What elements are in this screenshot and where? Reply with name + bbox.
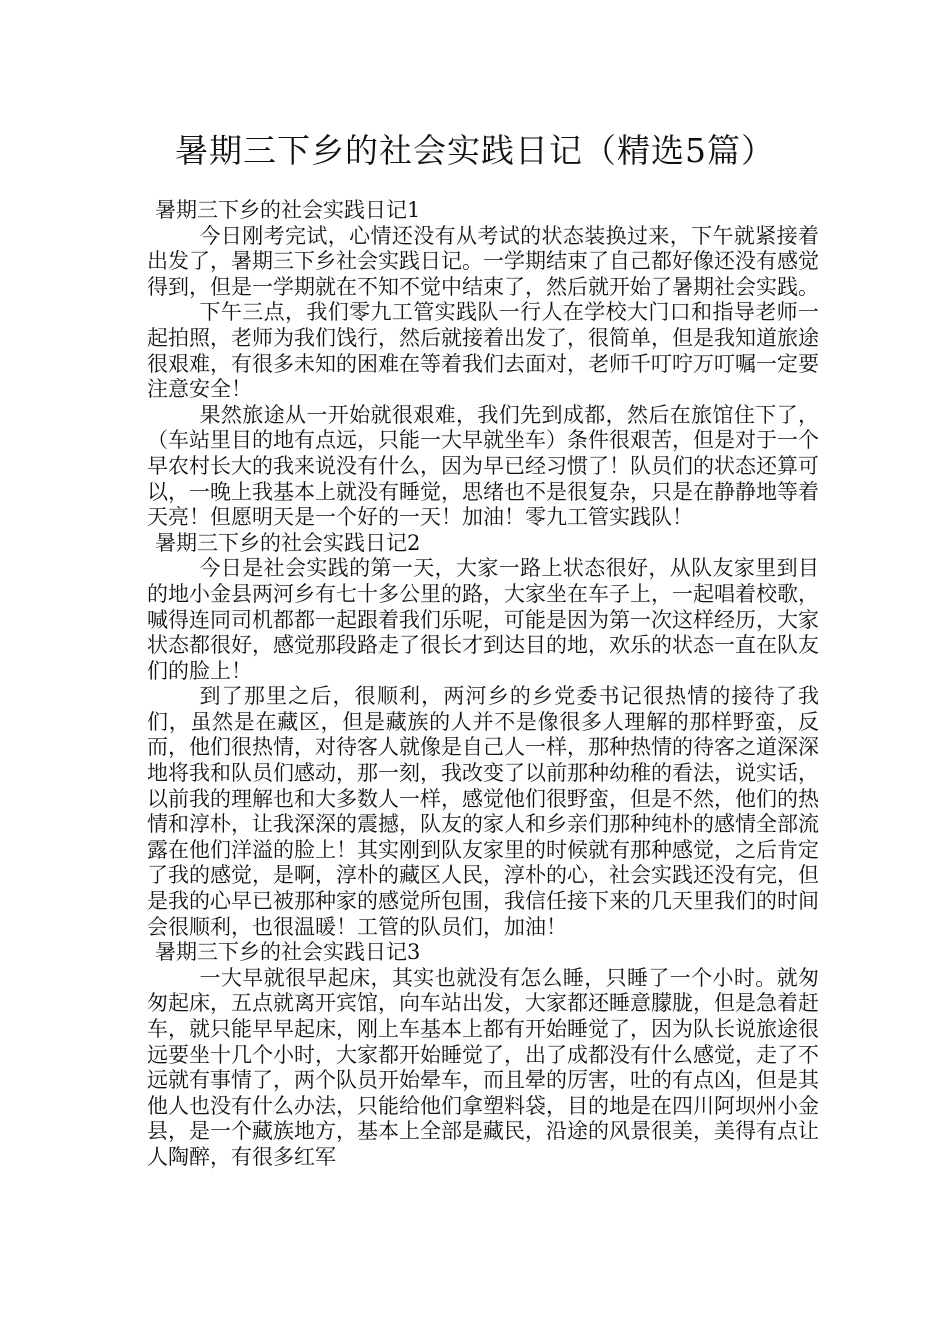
section-heading-3: 暑期三下乡的社会实践日记3	[155, 940, 421, 965]
paragraph: 果然旅途从一开始就很艰难，我们先到成都，然后在旅馆住下了，（车站里目的地有点远，只能一大早就坐车）条件很艰苦，但是对于一个早农村长大的我来说没有什么，因为早已经习惯了！队员们的状态还算可以，一晚上我基本上就没有睡觉，思绪也不是很复杂，只是在静静地等着天亮！但愿明天是一个好的一天！加油！零九工管实践队！	[147, 402, 819, 530]
section-heading-2: 暑期三下乡的社会实践日记2	[155, 530, 421, 555]
document-title: 暑期三下乡的社会实践日记（精选5篇）	[175, 131, 775, 170]
paragraph: 下午三点，我们零九工管实践队一行人在学校大门口和指导老师一起拍照，老师为我们饯行，然后就接着出发了，很简单，但是我知道旅途很艰难，有很多未知的困难在等着我们去面对，老师千叮咛万叮嘱一定要注意安全！	[147, 300, 819, 402]
paragraph: 今日刚考完试，心情还没有从考试的状态装换过来，下午就紧接着出发了，暑期三下乡社会实践日记。一学期结束了自己都好像还没有感觉得到，但是一学期就在不知不觉中结束了，然后就开始了暑期社会实践。	[147, 223, 819, 299]
paragraph: 到了那里之后，很顺利，两河乡的乡党委书记很热情的接待了我们，虽然是在藏区，但是藏族的人并不是像很多人理解的那样野蛮，反而，他们很热情，对待客人就像是自己人一样，那种热情的待客之道深深地将我和队员们感动，那一刻，我改变了以前那种幼稚的看法，说实话，以前我的理解也和大多数人一样，感觉他们很野蛮，但是不然，他们的热情和淳朴，让我深深的震撼，队友的家人和乡亲们那种纯朴的感情全部流露在他们洋溢的脸上！其实刚到队友家里的时候就有那种感觉，之后肯定了我的感觉，是啊，淳朴的藏区人民，淳朴的心，社会实践还没有完，但是我的心早已被那种家的感觉所包围，我信任接下来的几天里我们的时间会很顺利，也很温暖！工管的队员们，加油！	[147, 684, 819, 939]
paragraph: 今日是社会实践的第一天，大家一路上状态很好，从队友家里到目的地小金县两河乡有七十多公里的路，大家坐在车子上，一起唱着校歌，喊得连同司机都都一起跟着我们乐呢，可能是因为第一次这样经历，大家状态都很好，感觉那段路走了很长才到达目的地，欢乐的状态一直在队友们的脸上！	[147, 556, 819, 683]
section-heading-1: 暑期三下乡的社会实践日记1	[155, 198, 421, 222]
document-body	[147, 198, 819, 1171]
paragraph: 一大早就很早起床，其实也就没有怎么睡，只睡了一个小时。就匆匆起床，五点就离开宾馆，向车站出发，大家都还睡意朦胧，但是急着赶车，就只能早早起床，刚上车基本上都有开始睡觉了，因为队长说旅途很远要坐十几个小时，大家都开始睡觉了，出了成都没有什么感觉，走了不远就有事情了，两个队员开始晕车，而且晕的厉害，吐的有点凶，但是其他人也没有什么办法，只能给他们拿塑料袋，目的地是在四川阿坝州小金县，是一个藏族地方，基本上全部是藏民，沿途的风景很美，美得有点让人陶醉，有很多红军	[147, 965, 819, 1169]
